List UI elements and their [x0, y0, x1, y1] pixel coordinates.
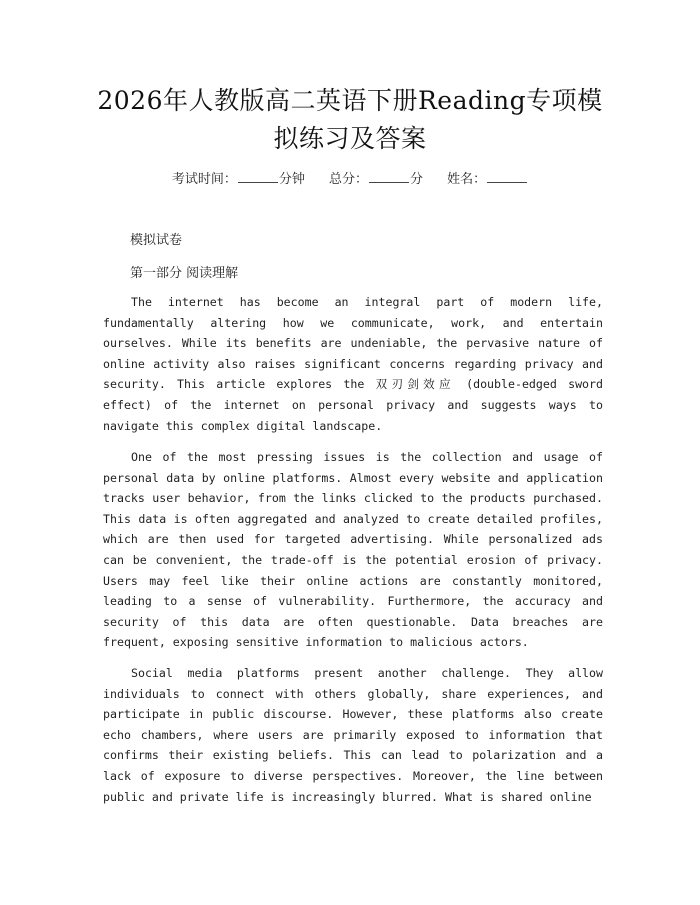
name-blank [487, 181, 527, 183]
paragraph-2: One of the most pressing issues is the collection and usage of personal data by online platforms. Almost every website and application tracks user behavior, from the links clicked to the products purchased. This data is often aggregated and analyzed to create detailed profiles, which are then used for targeted advertising. While personalized ads can be convenient, the trade-off is the potential erosion of privacy. Users may feel like their online actions are constantly monitored, leading to a sense of vulnerability. Furthermore, the accuracy and security of this data are often questionable. Data breaches are frequent, exposing sensitive information to malicious actors. [103, 450, 603, 650]
name-label: 姓名： [447, 172, 487, 187]
exam-time-label: 考试时间： [171, 172, 237, 187]
exam-time-field [172, 172, 305, 187]
paragraph-1: The internet has become an integral part of modern life, fundamentally altering how we communicate, work, and entertain ourselves. While its benefits are undeniable, the pervasive nature of online activity also raises significant concerns regarding privacy and security. This article explores the 双刃剑效应 (double-edged sword effect) of the internet on personal privacy and suggests ways to navigate this complex digital landscape. [103, 295, 603, 433]
exam-time-blank [238, 181, 278, 183]
total-score-field [329, 172, 423, 187]
total-score-blank [369, 181, 409, 183]
part-heading: 第一部分 阅读理解 [130, 266, 239, 281]
document-title: 2026年人教版高二英语下册Reading专项模拟练习及答案 [97, 86, 603, 153]
total-score-unit: 分 [410, 172, 424, 187]
exam-info-line [0, 168, 700, 187]
total-score-label: 总分： [328, 172, 368, 187]
exam-time-unit: 分钟 [278, 172, 305, 187]
section-heading: 模拟试卷 [130, 233, 183, 248]
paragraph-3: Social media platforms present another challenge. They allow individuals to connect with others globally, share experiences, and participate in public discourse. However, these platforms also create echo chambers, where users are primarily exposed to information that confirms their existing beliefs. This can lead to polarization and a lack of exposure to diverse perspectives. Moreover, the line between public and private life is increasingly blurred. What is shared online [103, 666, 603, 804]
name-field [447, 172, 528, 187]
